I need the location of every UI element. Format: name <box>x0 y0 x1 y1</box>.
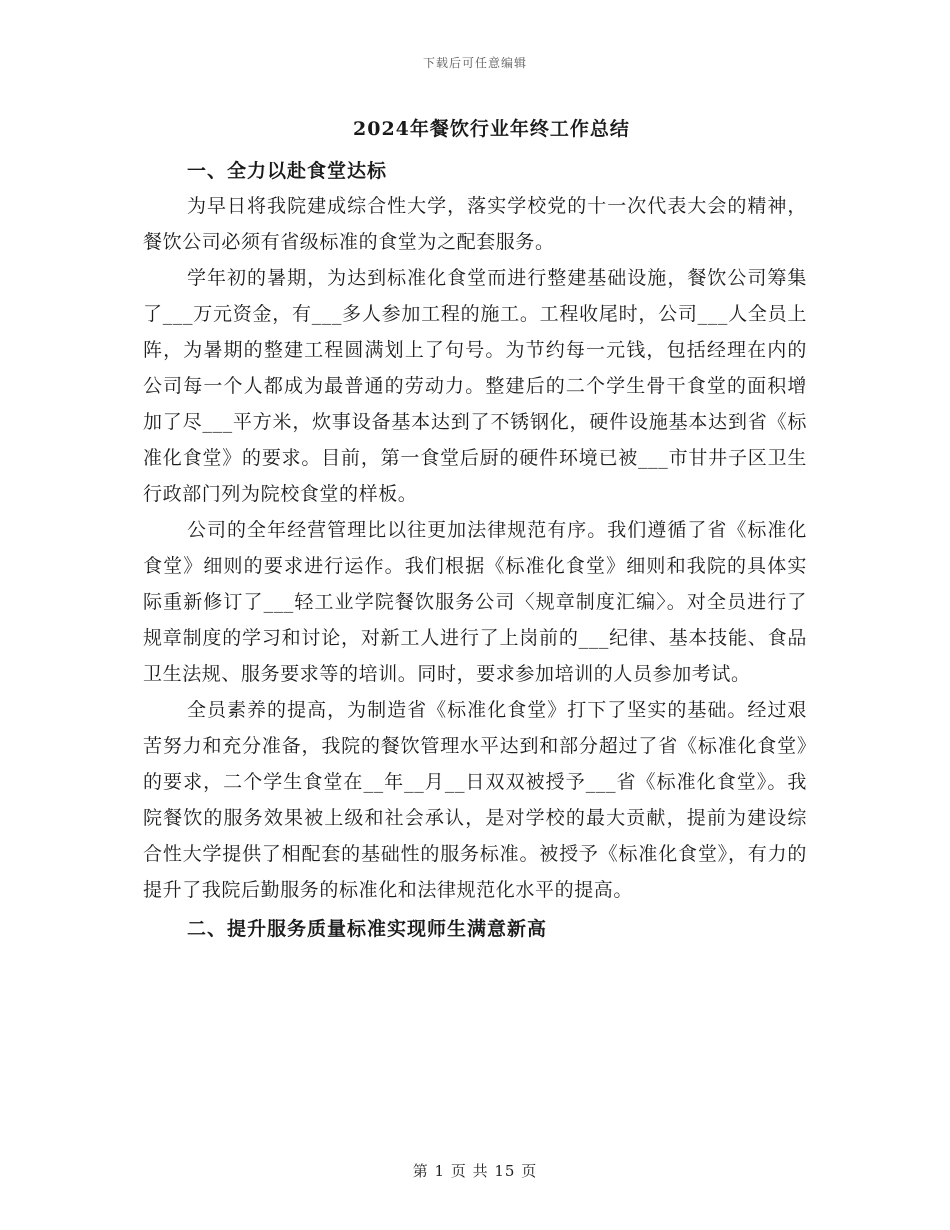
section-heading-1: 一、全力以赴食堂达标 <box>187 160 388 182</box>
paragraph-3: 公司的全年经营管理比以往更加法律规范有序。我们遵循了省《标准化食堂》细则的要求进行运作。我们根据《标准化食堂》细则和我院的具体实际重新修订了___轻工业学院餐饮服务公司〈规章制度汇编〉。对全员进行了规章制度的学习和讨论，对新工人进行了上岗前的___纪律、基本技能、食品卫生法规、服务要求等的培训。同时，要求参加培训的人员参加考试。 <box>143 519 807 685</box>
section-heading-2: 二、提升服务质量标准实现师生满意新高 <box>187 918 548 940</box>
paragraph-4: 全员素养的提高，为制造省《标准化食堂》打下了坚实的基础。经过艰苦努力和充分准备，我院的餐饮管理水平达到和部分超过了省《标准化食堂》的要求，二个学生食堂在__年__月__日双双被授予___省《标准化食堂》。我院餐饮的服务效果被上级和社会承认，是对学校的最大贡献，提前为建设综合性大学提供了相配套的基础性的服务标准。被授予《标准化食堂》，有力的提升了我院后勤服务的标准化和法律规范化水平的提高。 <box>143 699 807 901</box>
page-number: 第 1 页 共 15 页 <box>412 1162 538 1180</box>
page-header-note: 下载后可任意编辑 <box>422 56 527 70</box>
document-title: 2024年餐饮行业年终工作总结 <box>353 118 630 140</box>
document-body <box>143 112 807 946</box>
paragraph-2: 学年初的暑期，为达到标准化食堂而进行整建基础设施，餐饮公司筹集了___万元资金，有___多人参加工程的施工。工程收尾时，公司___人全员上阵，为暑期的整建工程圆满划上了句号。为节约每一元钱，包括经理在内的公司每一个人都成为最普通的劳动力。整建后的二个学生骨干食堂的面积增加了尽___平方米，炊事设备基本达到了不锈钢化，硬件设施基本达到省《标准化食堂》的要求。目前，第一食堂后厨的硬件环境已被___市甘井子区卫生行政部门列为院校食堂的样板。 <box>143 267 807 505</box>
paragraph-1: 为早日将我院建成综合性大学，落实学校党的十一次代表大会的精神，餐饮公司必须有省级标准的食堂为之配套服务。 <box>143 195 807 253</box>
